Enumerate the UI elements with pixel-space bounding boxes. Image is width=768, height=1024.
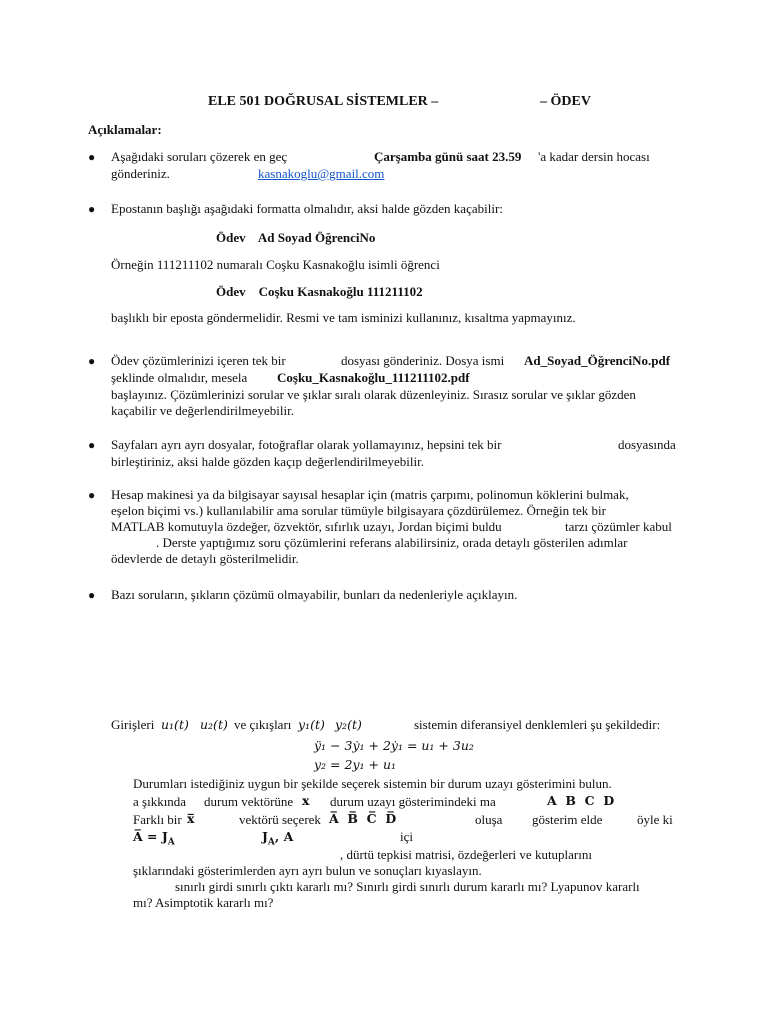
state-vector-xbar: x̅ xyxy=(187,811,195,826)
part-e-text-b: mı? Asimptotik kararlı mı? xyxy=(133,895,274,910)
page-title-suffix: – ÖDEV xyxy=(540,94,591,109)
output-y2: y₂(t) xyxy=(335,717,362,732)
bullet3-text-d: başlayınız. Çözümlerinizi sorular ve şıklar sıralı olarak düzenleyiniz. Sırasız sorular ve şıklar gözden xyxy=(111,387,636,402)
input-u1: u₁(t) xyxy=(161,717,189,732)
part-b-text-c: durum uzayı gösterimindeki ma xyxy=(330,794,496,809)
bullet1-text-c: 'a kadar dersin hocası xyxy=(538,149,650,164)
bullet3-text-a: Ödev çözümlerinizi içeren tek bir xyxy=(111,353,286,368)
bullet4-text-c: birleştiriniz, aksi halde gözden kaçıp değerlendirilmeyebilir. xyxy=(111,454,424,469)
subject-format: Ödev Ad Soyad ÖğrenciNo xyxy=(216,230,376,245)
deadline-text: Çarşamba günü saat 23.59 xyxy=(374,149,522,164)
part-b-text-a: a şıkkında xyxy=(133,794,187,809)
example-subject: Ödev Coşku Kasnakoğlu 111211102 xyxy=(216,284,423,299)
part-c-text-d: gösterim elde xyxy=(532,812,603,827)
bullet6-text: Bazı soruların, şıkların çözümü olmayabilir, bunları da nedenleriyle açıklayın. xyxy=(111,587,518,602)
bullet4-text-a: Sayfaları ayrı ayrı dosyalar, fotoğraflar olarak yollamayınız, hepsini tek bir xyxy=(111,437,502,452)
part-c-text-f: içi xyxy=(400,829,413,844)
bullet-icon: ● xyxy=(88,588,96,602)
part-d-text-b: şıklarındaki gösterimlerden ayrı ayrı bulun ve sonuçları kıyaslayın. xyxy=(133,863,482,878)
input-u2: u₂(t) xyxy=(200,717,228,732)
bullet2-text: Epostanın başlığı aşağıdaki formatta olmalıdır, aksi halde gözden kaçabilir: xyxy=(111,201,503,216)
bullet5-text-d: tarzı çözümler kabul xyxy=(565,519,672,534)
part-c-text-b: vektörü seçerek xyxy=(239,812,321,827)
question-intro-c: sistemin diferansiyel denklemleri şu şekildedir: xyxy=(414,717,661,732)
page-title: ELE 501 DOĞRUSAL SİSTEMLER – xyxy=(208,94,439,109)
bullet5-text-e: . Derste yaptığımız soru çözümlerini referans alabilirsiniz, orada detaylı gösterilen adımlar xyxy=(156,535,628,550)
jordan-eq: A̅ = $J_A$ xyxy=(133,829,175,848)
email-link[interactable]: kasnakoglu@gmail.com xyxy=(258,166,385,181)
matrices-abcd-bar: A̅ B̅ C̅ D̅ xyxy=(329,811,397,826)
output-y1: y₁(t) xyxy=(298,717,325,732)
bullet3-text-e: kaçabilir ve değerlendirilmeyebilir. xyxy=(111,403,295,418)
note-text: başlıklı bir eposta göndermelidir. Resmi ve tam isminizi kullanınız, kısaltma yapmayınız. xyxy=(111,310,576,325)
bullet5-text-f: ödevlerde de detaylı gösterilmelidir. xyxy=(111,551,299,566)
bullet3-text-b: dosyası gönderiniz. Dosya ismi xyxy=(341,353,505,368)
part-c-text-c: oluşa xyxy=(475,812,503,827)
question-intro-b: ve çıkışları xyxy=(234,717,292,732)
bullet-icon: ● xyxy=(88,202,96,216)
equation-1: ÿ₁ − 3ẏ₁ + 2ẏ₁ = u₁ + 3u₂ xyxy=(314,738,474,753)
part-c-text-a: Farklı bir xyxy=(133,812,182,827)
bullet-icon: ● xyxy=(88,150,96,164)
part-e-text: sınırlı girdi sınırlı çıktı kararlı mı? Sınırlı girdi sınırlı durum kararlı mı? Lyapunov kararlı xyxy=(175,879,640,894)
bullet1-text-a: Aşağıdaki soruları çözerek en geç xyxy=(111,149,288,164)
bullet1-text-d: gönderiniz. xyxy=(111,166,170,181)
state-vector-x: x xyxy=(302,793,310,808)
matrices-abcd: A B C D xyxy=(547,793,615,808)
example-text: Örneğin 111211102 numaralı Coşku Kasnakoğlu isimli öğrenci xyxy=(111,257,440,272)
bullet-icon: ● xyxy=(88,438,96,452)
explanations-heading: Açıklamalar: xyxy=(88,122,162,137)
equation-2: y₂ = 2y₁ + u₁ xyxy=(314,757,397,772)
question-intro-a: Girişleri xyxy=(111,717,155,732)
part-d-text: , dürtü tepkisi matrisi, özdeğerleri ve kutuplarını xyxy=(340,847,592,862)
bullet-icon: ● xyxy=(88,354,96,368)
filename-format: Ad_Soyad_ÖğrenciNo.pdf xyxy=(524,353,671,368)
bullet-icon: ● xyxy=(88,488,96,502)
bullet5-text-b: eşelon biçimi vs.) kullanılabilir ama sorular tümüyle bilgisayara çözdürülemez. Örneğin tek bir xyxy=(111,503,606,518)
part-c-text-e: öyle ki xyxy=(637,812,673,827)
bullet3-text-c: şeklinde olmalıdır, mesela xyxy=(111,370,248,385)
part-b-text-b: durum vektörüne xyxy=(204,794,294,809)
bullet5-text-c: MATLAB komutuyla özdeğer, özvektör, sıfırlık uzayı, Jordan biçimi buldu xyxy=(111,519,502,534)
part-a-text: Durumları istediğiniz uygun bir şekilde seçerek sistemin bir durum uzayı gösterimini bulun. xyxy=(133,776,612,791)
bullet5-text-a: Hesap makinesi ya da bilgisayar sayısal hesaplar için (matris çarpımı, polinomun köklerini bulmak, xyxy=(111,487,629,502)
bullet4-text-b: dosyasında xyxy=(618,437,676,452)
filename-example: Coşku_Kasnakoğlu_111211102.pdf xyxy=(277,370,470,385)
jordan-matrix: $J_A$, A xyxy=(262,829,294,848)
